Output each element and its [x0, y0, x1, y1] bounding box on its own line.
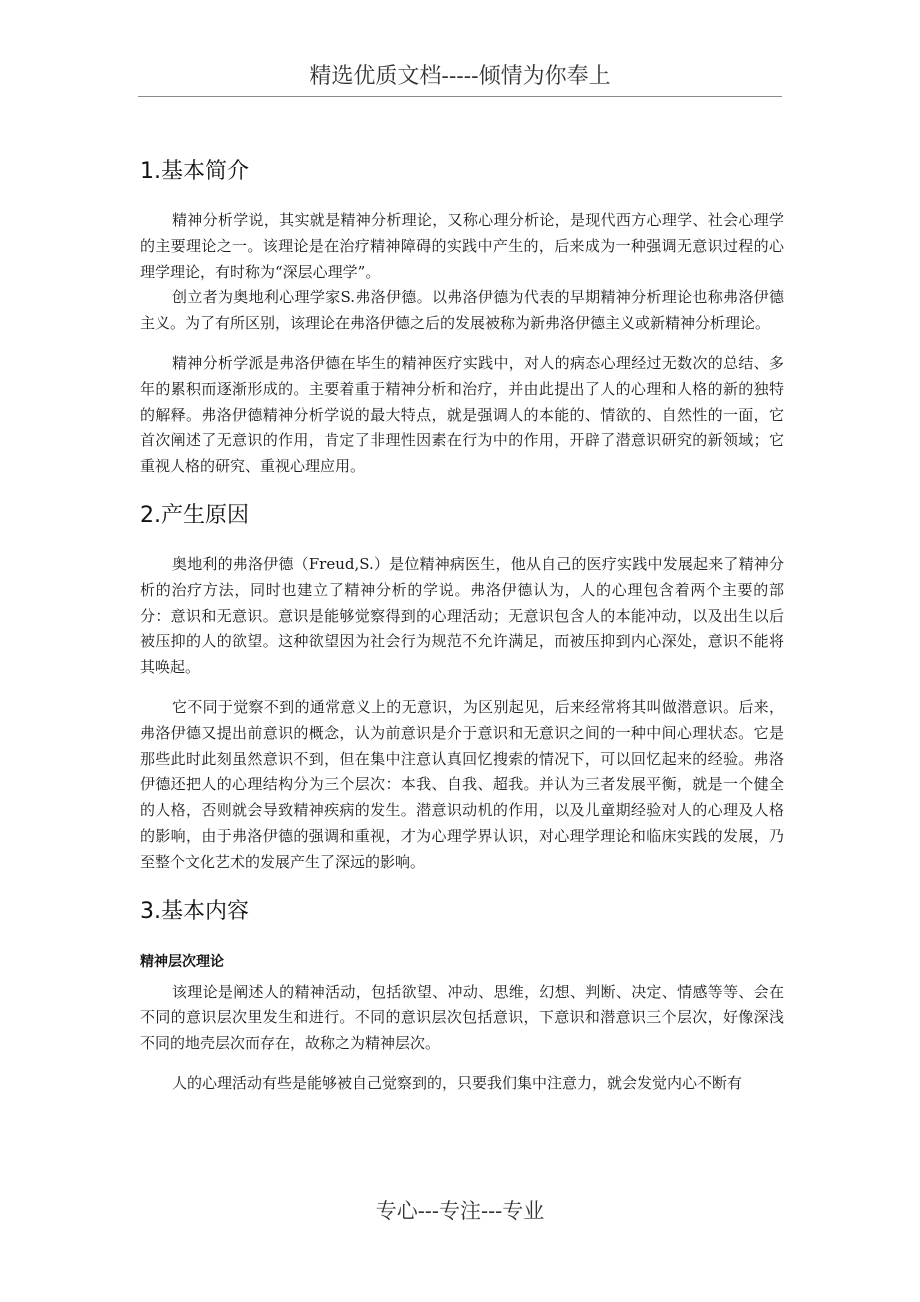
- section-3-subheading: 精神层次理论: [140, 953, 224, 970]
- section-2-paragraph-1: 奥地利的弗洛伊德（Freud,S.）是位精神病医生，他从自己的医疗实践中发展起来了精神分析的治疗方法，同时也建立了精神分析的学说。弗洛伊德认为，人的心理包含着两个主要的部分：意识和无意识。意识是能够觉察得到的心理活动；无意识包含人的本能冲动，以及出生以后被压抑的人的欲望。这种欲望因为社会行为规范不允许满足，而被压抑到内心深处，意识不能将其唤起。: [140, 554, 784, 677]
- section-1-paragraph-2: 创立者为奥地利心理学家S.弗洛伊德。以弗洛伊德为代表的早期精神分析理论也称弗洛伊德主义。为了有所区别，该理论在弗洛伊德之后的发展被称为新弗洛伊德主义或新精神分析理论。: [140, 288, 784, 333]
- page-footer: [0, 1196, 920, 1226]
- section-1-paragraph-1: 精神分析学说，其实就是精神分析理论，又称心理分析论，是现代西方心理学、社会心理学的主要理论之一。该理论是在治疗精神障碍的实践中产生的，后来成为一种强调无意识过程的心理学理论，有时称为“深层心理学”。: [140, 211, 784, 281]
- section-2-heading: 2.产生原因: [140, 502, 249, 528]
- page-header: [138, 62, 782, 97]
- footer-text: 专心---专注---专业: [375, 1199, 545, 1223]
- section-3-paragraph-2: 人的心理活动有些是能够被自己觉察到的，只要我们集中注意力，就会发觉内心不断有: [172, 1073, 743, 1092]
- section-3-paragraph-1: 该理论是阐述人的精神活动，包括欲望、冲动、思维，幻想、判断、决定、情感等等、会在不同的意识层次里发生和进行。不同的意识层次包括意识，下意识和潜意识三个层次，好像深浅不同的地壳层次而存在，故称之为精神层次。: [140, 982, 784, 1053]
- section-1-paragraph-3: 精神分析学派是弗洛伊德在毕生的精神医疗实践中，对人的病态心理经过无数次的总结、多年的累积而逐渐形成的。主要着重于精神分析和治疗，并由此提出了人的心理和人格的新的独特的解释。弗洛伊德精神分析学说的最大特点，就是强调人的本能的、情欲的、自然性的一面，它首次阐述了无意识的作用，肯定了非理性因素在行为中的作用，开辟了潜意识研究的新领域；它重视人格的研究、重视心理应用。: [140, 353, 784, 476]
- document-body: [140, 148, 784, 1097]
- header-title: 精选优质文档-----倾情为你奉上: [309, 64, 611, 89]
- section-2-paragraph-2: 它不同于觉察不到的通常意义上的无意识，为区别起见，后来经常将其叫做潜意识。后来，弗洛伊德又提出前意识的概念，认为前意识是介于意识和无意识之间的一种中间心理状态。它是那些此时此刻虽然意识不到，但在集中注意认真回忆搜索的情况下，可以回忆起来的经验。弗洛伊德还把人的心理结构分为三个层次：本我、自我、超我。并认为三者发展平衡，就是一个健全的人格，否则就会导致精神疾病的发生。潜意识动机的作用，以及儿童期经验对人的心理及人格的影响，由于弗洛伊德的强调和重视，才为心理学界认识，对心理学理论和临床实践的发展，乃至整个文化艺术的发展产生了深远的影响。: [140, 697, 784, 871]
- section-1-heading: 1.基本简介: [140, 159, 249, 184]
- section-3-heading: 3.基本内容: [140, 898, 249, 924]
